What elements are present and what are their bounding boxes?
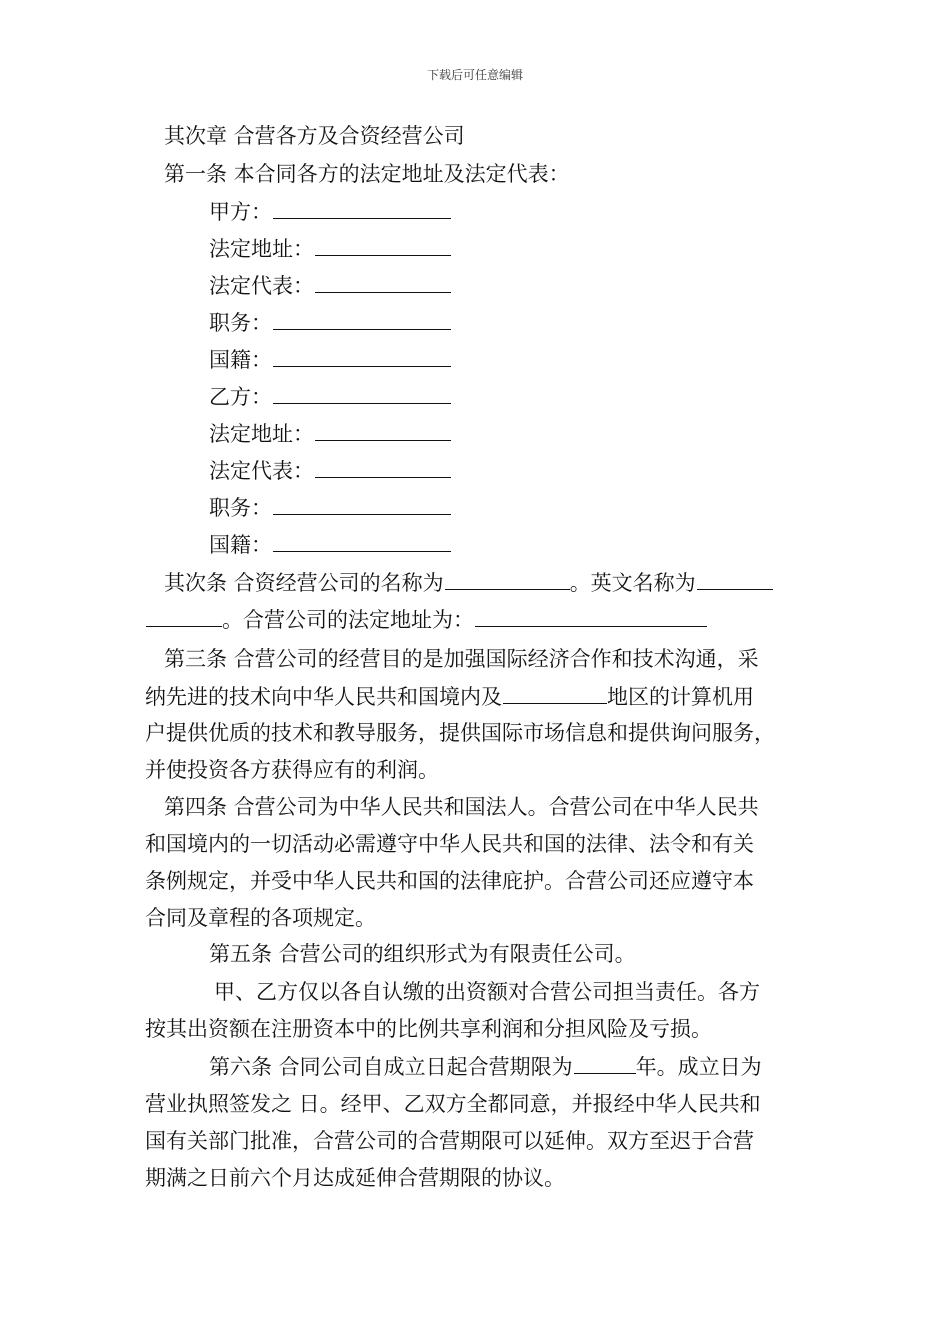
article3-line: 户提供优质的技术和教导服务，提供国际市场信息和提供询问服务， (145, 721, 775, 745)
field-legal-address-a (209, 236, 451, 261)
fill-blank[interactable] (273, 384, 451, 404)
article5-line: 第五条 合营公司的组织形式为有限责任公司。 (209, 942, 636, 966)
article4-line: 合同及章程的各项规定。 (145, 906, 376, 930)
article1-title: 第一条 本合同各方的法定地址及法定代表： (164, 162, 570, 186)
fill-blank[interactable] (315, 458, 451, 478)
field-label: 职务： (209, 496, 272, 520)
article5-line: 甲、乙方仅以各自认缴的出资额对合营公司担当责任。各方 (214, 980, 760, 1004)
field-label: 国籍： (209, 348, 272, 372)
fill-blank[interactable] (315, 273, 451, 293)
article3-line: 第三条 合营公司的经营目的是加强国际经济合作和技术沟通，采 (164, 647, 759, 671)
field-nationality-a (209, 347, 451, 372)
article3-line (145, 684, 754, 709)
article2-text-a: 其次条 合资经营公司的名称为 (164, 571, 444, 595)
field-label: 国籍： (209, 533, 272, 557)
fill-blank[interactable] (273, 532, 451, 552)
field-label: 法定代表： (209, 459, 314, 483)
english-name-blank-cont[interactable] (146, 607, 222, 627)
field-position-a (209, 310, 451, 335)
field-legal-address-b (209, 421, 451, 446)
field-position-b (209, 495, 451, 520)
fill-blank[interactable] (273, 495, 451, 515)
article2-line1 (164, 570, 773, 595)
company-name-blank[interactable] (445, 570, 570, 590)
field-party-b (209, 384, 451, 409)
fill-blank[interactable] (273, 347, 451, 367)
legal-address-blank[interactable] (475, 607, 707, 627)
field-legal-rep-b (209, 458, 451, 483)
fill-blank[interactable] (315, 421, 451, 441)
field-nationality-b (209, 532, 451, 557)
field-label: 甲方： (209, 200, 272, 224)
region-blank[interactable] (503, 684, 607, 704)
chapter-title: 其次章 合营各方及合资经营公司 (164, 124, 465, 148)
english-name-blank[interactable] (697, 570, 773, 590)
article4-line: 条例规定，并受中华人民共和国的法律庇护。合营公司还应遵守本 (145, 869, 754, 893)
field-label: 乙方： (209, 385, 272, 409)
field-label: 法定地址： (209, 422, 314, 446)
field-party-a (209, 199, 451, 224)
fill-blank[interactable] (273, 310, 451, 330)
article6-text-b: 年。成立日为 (635, 1055, 762, 1079)
term-years-blank[interactable] (574, 1054, 636, 1074)
fill-blank[interactable] (273, 199, 451, 219)
field-legal-rep-a (209, 273, 451, 298)
article4-line: 第四条 合营公司为中华人民共和国法人。合营公司在中华人民共 (164, 795, 759, 819)
field-label: 法定地址： (209, 237, 314, 261)
field-label: 职务： (209, 311, 272, 335)
article2-text-b: 。英文名称为 (569, 571, 696, 595)
article3-text: 纳先进的技术向中华人民共和国境内及 (145, 685, 502, 709)
fill-blank[interactable] (315, 236, 451, 256)
article2-line2 (145, 607, 707, 632)
article6-line: 期满之日前六个月达成延伸合营期限的协议。 (145, 1166, 565, 1190)
article6-line: 国有关部门批准，合营公司的合营期限可以延伸。双方至迟于合营 (145, 1129, 754, 1153)
article6-line1 (209, 1054, 762, 1079)
article4-line: 和国境内的一切活动必需遵守中华人民共和国的法律、法令和有关 (145, 832, 754, 856)
article3-text: 地区的计算机用 (607, 685, 754, 709)
article6-line: 营业执照签发之 日。经甲、乙双方全都同意，并报经中华人民共和 (145, 1092, 761, 1116)
article5-line: 按其出资额在注册资本中的比例共享利润和分担风险及亏损。 (145, 1017, 712, 1041)
article2-text-c: 。合营公司的法定地址为： (222, 608, 474, 632)
article6-text-a: 第六条 合同公司自成立日起合营期限为 (209, 1055, 573, 1079)
page-header: 下载后可任意编辑 (426, 68, 523, 82)
article3-line: 并使投资各方获得应有的利润。 (145, 758, 439, 782)
field-label: 法定代表： (209, 274, 314, 298)
